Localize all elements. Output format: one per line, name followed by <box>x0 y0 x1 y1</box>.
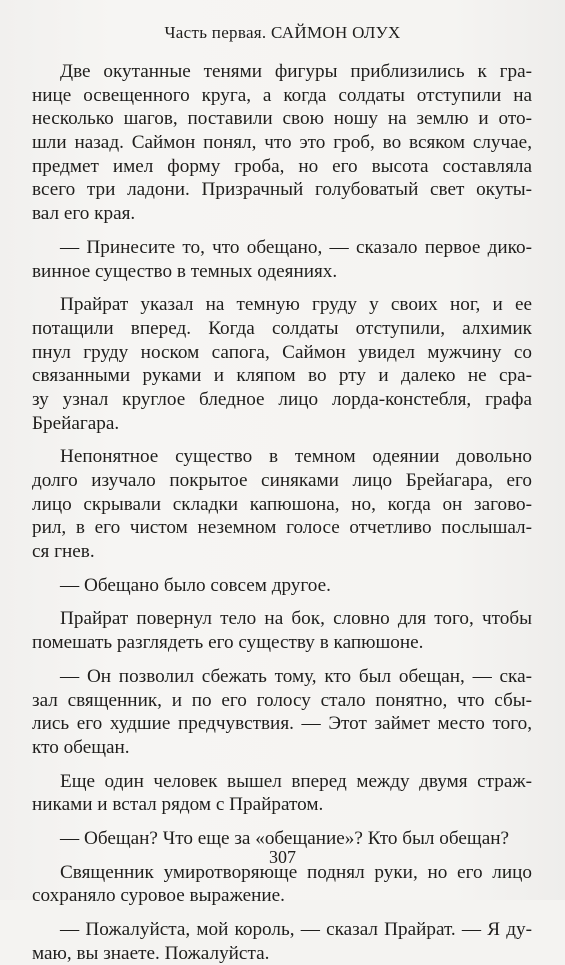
text-line: Еще один человек вышел вперед между двумя страж- <box>60 770 532 792</box>
text-line: связанными руками и кляпом во рту и далеко не сра- <box>32 365 532 387</box>
paragraph-11 <box>32 918 532 965</box>
text-line: — Принесите то, что обещано, — сказало первое дико- <box>60 236 532 258</box>
text-line: шли назад. Саймон понял, что это гроб, во всяком случае, <box>32 132 532 154</box>
text-line: зу узнал круглое бледное лицо лорда-констебля, графа <box>32 388 532 410</box>
paragraph-2 <box>32 236 532 283</box>
paragraph-5 <box>32 574 532 598</box>
text-line: нице освещенного круга, а когда солдаты отступили на <box>32 84 532 106</box>
text-line: Две окутанные тенями фигуры приблизились к гра- <box>60 61 532 82</box>
running-header: Часть первая. САЙМОН ОЛУХ <box>164 23 401 42</box>
text-line: Священник умиротворяюще поднял руки, но его лицо <box>60 861 532 883</box>
text-line: — Обещан? Что еще за «обещание»? Кто был обещан? <box>60 827 510 849</box>
text-line: кто обещан. <box>32 736 130 758</box>
paragraph-6 <box>32 607 532 654</box>
paragraph-1 <box>32 60 532 226</box>
body-text <box>32 60 532 965</box>
text-line: сохраняло суровое выражение. <box>32 885 285 907</box>
text-line: потащили вперед. Когда солдаты отступили, алхимик <box>32 317 532 339</box>
page-number: 307 <box>269 847 296 867</box>
text-line: маю, вы знаете. Пожалуйста. <box>32 942 270 964</box>
text-line: винное существо в темных одеяниях. <box>32 260 338 282</box>
paragraph-8 <box>32 770 532 817</box>
text-line: помешать разглядеть его существу в капюшоне. <box>32 632 424 654</box>
text-line: рил, в его чистом неземном голосе отчетливо послышал- <box>32 517 532 539</box>
text-line: лицо скрывали складки капюшона, но, когда он загово- <box>32 493 532 515</box>
text-line: пнул груду носком сапога, Саймон увидел мужчину со <box>32 341 532 363</box>
paragraph-3 <box>32 293 532 435</box>
paragraph-7 <box>32 665 532 760</box>
text-line: предмет имел форму гроба, но его высота составляла <box>32 155 532 177</box>
text-line: лись его худшие предчувствия. — Этот займет место того, <box>32 713 532 735</box>
text-line: вал его края. <box>32 203 136 225</box>
text-line: Прайрат повернул тело на бок, словно для того, чтобы <box>60 608 532 630</box>
text-line: всего три ладони. Призрачный голубоватый свет окуты- <box>32 179 532 201</box>
text-line: Прайрат указал на темную груду у своих ног, и ее <box>60 294 532 316</box>
paragraph-4 <box>32 445 532 563</box>
text-line: — Обещано было совсем другое. <box>60 574 331 596</box>
text-line: — Пожалуйста, мой король, — сказал Прайрат. — Я ду- <box>60 919 532 940</box>
text-line: зал священник, и по его голосу стало понятно, что сбы- <box>32 689 532 711</box>
text-line: долго изучало покрытое синяками лицо Брейагара, его <box>32 470 532 491</box>
text-line: ся гнев. <box>32 541 95 563</box>
text-line: никами и встал рядом с Прайратом. <box>32 794 324 816</box>
text-line: Брейагара. <box>32 412 120 434</box>
text-line: — Он позволил сбежать тому, кто был обещан, — ска- <box>60 665 532 687</box>
text-line: несколько шагов, поставили свою ношу на землю и ото- <box>32 108 532 130</box>
text-line: Непонятное существо в темном одеянии довольно <box>60 446 532 468</box>
